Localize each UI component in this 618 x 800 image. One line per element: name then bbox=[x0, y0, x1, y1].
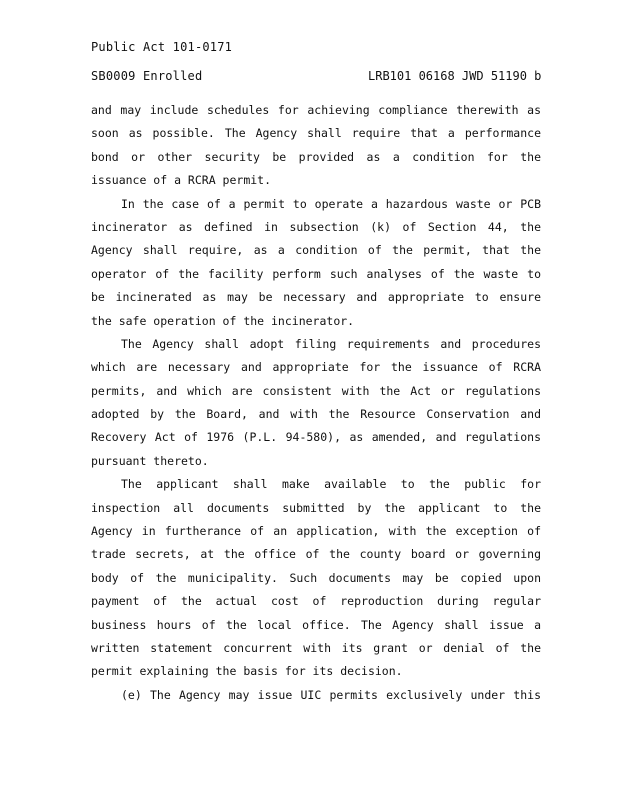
text-line: permit explaining the basis for its decision. bbox=[91, 664, 403, 679]
text-line: (e) The Agency may issue UIC permits exclusively under this bbox=[121, 687, 541, 702]
text-line: pursuant thereto. bbox=[91, 453, 209, 468]
text-line: soon as possible. The Agency shall require that a performance bbox=[91, 126, 541, 141]
bill-number: SB0009 Enrolled bbox=[91, 69, 203, 83]
text-line: issuance of a RCRA permit. bbox=[91, 173, 272, 188]
text-line: trade secrets, at the office of the county board or governing bbox=[91, 547, 541, 562]
text-line: which are necessary and appropriate for the issuance of RCRA bbox=[91, 360, 541, 375]
text-line: incinerator as defined in subsection (k) of Section 44, the bbox=[91, 219, 541, 234]
text-line: written statement concurrent with its grant or denial of the bbox=[91, 640, 541, 655]
text-line: permits, and which are consistent with the Act or regulations bbox=[91, 383, 541, 398]
text-line: bond or other security be provided as a condition for the bbox=[91, 149, 541, 164]
text-line: adopted by the Board, and with the Resource Conservation and bbox=[91, 407, 541, 422]
text-line: In the case of a permit to operate a hazardous waste or PCB bbox=[121, 196, 541, 211]
public-act-number: Public Act 101-0171 bbox=[91, 40, 233, 54]
text-line: business hours of the local office. The Agency shall issue a bbox=[91, 617, 541, 632]
text-line: inspection all documents submitted by the applicant to the bbox=[91, 500, 541, 515]
document-body bbox=[91, 99, 541, 707]
lrb-number: LRB101 06168 JWD 51190 b bbox=[368, 69, 542, 83]
text-line: The Agency shall adopt filing requirements and procedures bbox=[121, 336, 541, 351]
text-line: The applicant shall make available to the public for bbox=[121, 477, 541, 492]
text-line: Agency in furtherance of an application, with the exception of bbox=[91, 524, 541, 539]
text-line: body of the municipality. Such documents may be copied upon bbox=[91, 570, 541, 585]
text-line: payment of the actual cost of reproduction during regular bbox=[91, 594, 541, 609]
text-line: the safe operation of the incinerator. bbox=[91, 313, 355, 328]
text-line: and may include schedules for achieving compliance therewith as bbox=[91, 103, 541, 117]
text-line: operator of the facility perform such analyses of the waste to bbox=[91, 266, 541, 281]
text-line: be incinerated as may be necessary and appropriate to ensure bbox=[91, 290, 541, 305]
text-line: Recovery Act of 1976 (P.L. 94-580), as amended, and regulations bbox=[91, 430, 541, 445]
text-line: Agency shall require, as a condition of the permit, that the bbox=[91, 243, 541, 258]
